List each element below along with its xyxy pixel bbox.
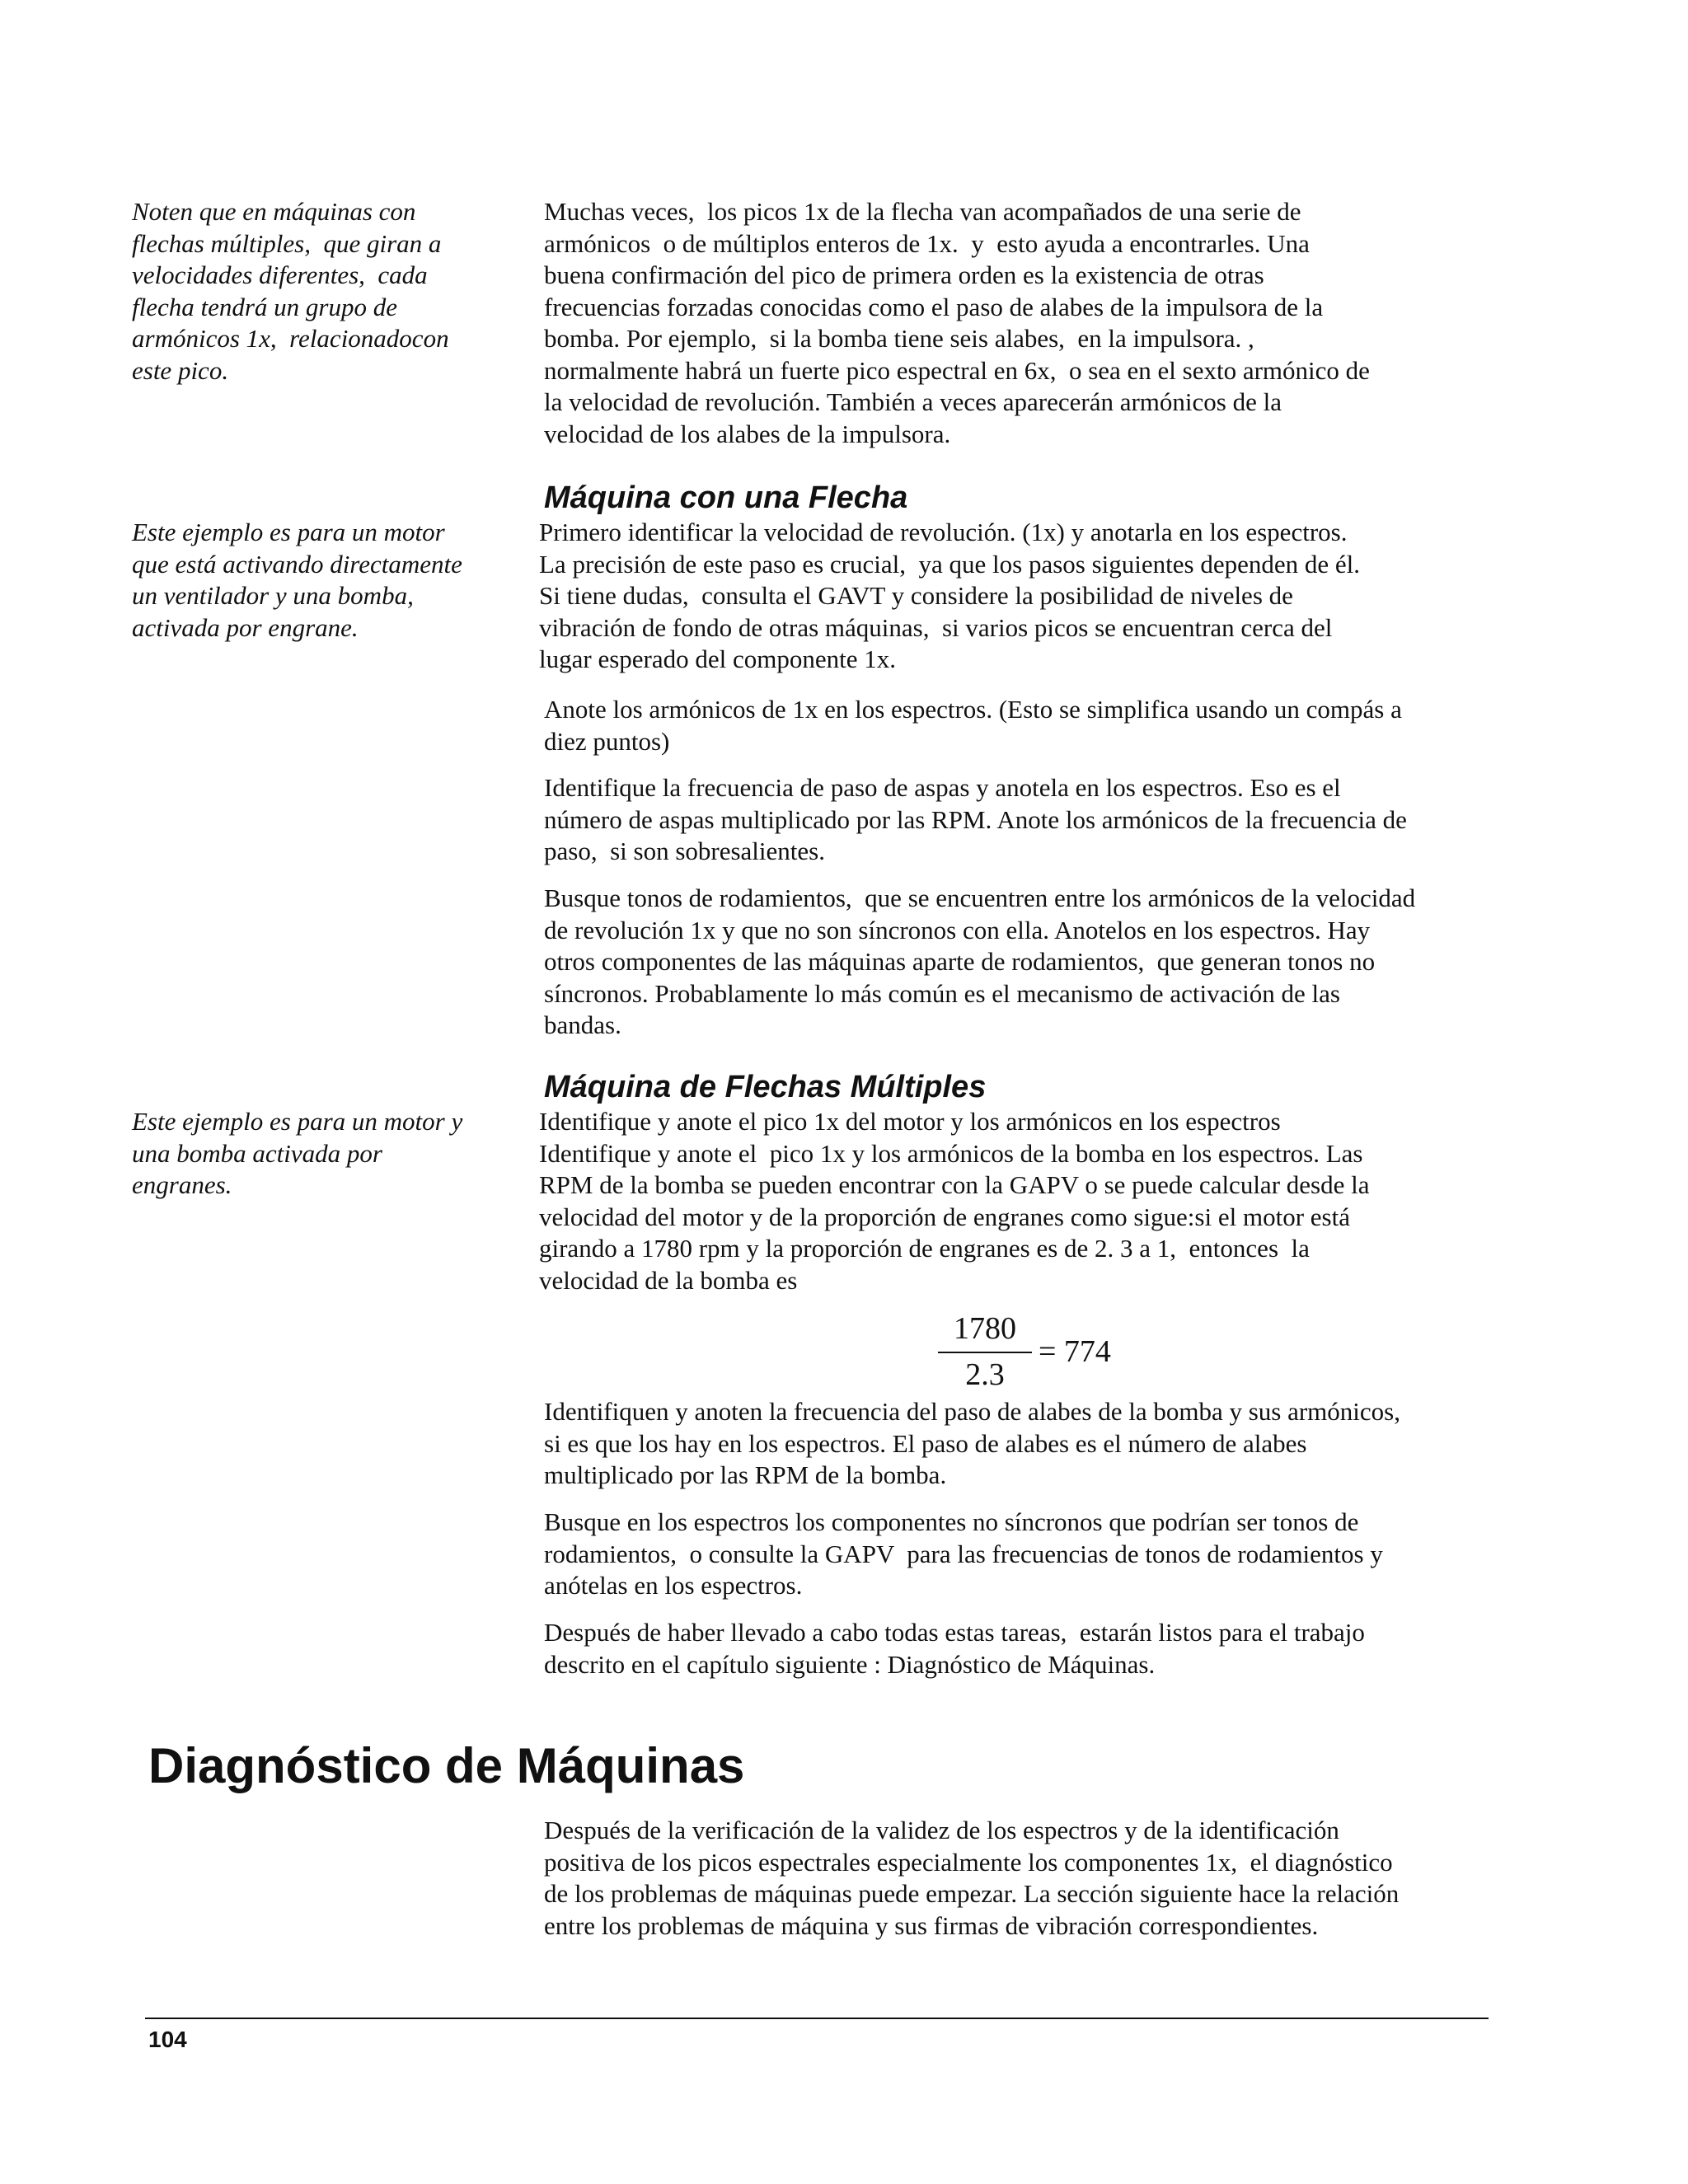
text-line: Identifiquen y anoten la frecuencia del paso de alabes de la bomba y sus armónicos, [544, 1397, 1400, 1426]
text-line: girando a 1780 rpm y la proporción de engranes es de 2. 3 a 1, entonces la [539, 1234, 1310, 1263]
text-line: bomba. Por ejemplo, si la bomba tiene seis alabes, en la impulsora. , [544, 324, 1254, 353]
text-line: Primero identificar la velocidad de revolución. (1x) y anotarla en los espectros. [539, 518, 1348, 546]
text-line: Después de la verificación de la validez de los espectros y de la identificación [544, 1816, 1339, 1844]
note-line: activada por engrane. [132, 612, 359, 642]
text-line: Identifique y anote el pico 1x del motor y los armónicos en los espectros [539, 1107, 1281, 1136]
text-line: de los problemas de máquinas puede empezar. La sección siguiente hace la relación [544, 1879, 1400, 1908]
multi-shaft-paragraph-4 [544, 1617, 1500, 1680]
multi-shaft-paragraph-1 [539, 1106, 1495, 1296]
formula-numerator: 1780 [954, 1311, 1016, 1346]
text-line: rodamientos, o consulte la GAPV para las frecuencias de tonos de rodamientos y [544, 1539, 1383, 1568]
margin-note-fan-pump-example [132, 517, 511, 644]
text-line: normalmente habrá un fuerte pico espectral en 6x, o sea en el sexto armónico de [544, 355, 1370, 385]
section-heading-multiple-shafts: Máquina de Flechas Múltiples [544, 1070, 987, 1104]
text-line: la velocidad de revolución. También a veces aparecerán armónicos de la [544, 387, 1282, 416]
text-line: frecuencias forzadas conocidas como el paso de alabes de la impulsora de la [544, 292, 1324, 321]
text-line: si es que los hay en los espectros. El paso de alabes es el número de alabes [544, 1428, 1307, 1458]
footer-rule [145, 2018, 1489, 2019]
text-line: RPM de la bomba se pueden encontrar con la GAPV o se puede calcular desde la [539, 1170, 1370, 1199]
text-line: positiva de los picos espectrales especialmente los componentes 1x, el diagnóstico [544, 1847, 1393, 1877]
text-line: bandas. [544, 1010, 621, 1039]
note-line: una bomba activada por [132, 1138, 382, 1168]
text-line: Después de haber llevado a cabo todas estas tareas, estarán listos para el trabajo [544, 1618, 1365, 1647]
note-line: este pico. [132, 355, 229, 385]
text-line: paso, si son sobresalientes. [544, 837, 825, 865]
fraction-bar [938, 1352, 1032, 1353]
text-line: número de aspas multiplicado por las RPM. Anote los armónicos de la frecuencia de [544, 804, 1407, 834]
text-line: otros componentes de las máquinas aparte de rodamientos, que generan tonos no [544, 947, 1376, 976]
text-line: Si tiene dudas, consulta el GAVT y considere la posibilidad de niveles de [539, 581, 1293, 610]
note-line: Este ejemplo es para un motor [132, 518, 445, 546]
text-line: buena confirmación del pico de primera orden es la existencia de otras [544, 260, 1264, 289]
formula-denominator: 2.3 [965, 1357, 1005, 1392]
note-line: engranes. [132, 1170, 232, 1199]
note-line: flechas múltiples, que giran a [132, 228, 442, 258]
note-line: velocidades diferentes, cada [132, 260, 428, 289]
note-line: armónicos 1x, relacionadocon [132, 324, 449, 353]
multi-shaft-paragraph-3 [544, 1507, 1500, 1602]
text-line: descrito en el capítulo siguiente : Diagnóstico de Máquinas. [544, 1649, 1156, 1679]
single-shaft-paragraph-2 [544, 694, 1500, 757]
page-number: 104 [148, 2027, 187, 2052]
section-heading-single-shaft: Máquina con una Flecha [544, 480, 908, 515]
text-line: entre los problemas de máquina y sus firmas de vibración correspondientes. [544, 1910, 1319, 1940]
single-shaft-paragraph-4 [544, 883, 1500, 1042]
text-line: Identifique y anote el pico 1x y los armónicos de la bomba en los espectros. Las [539, 1138, 1363, 1168]
note-line: un ventilador y una bomba, [132, 581, 414, 610]
text-line: anótelas en los espectros. [544, 1571, 803, 1600]
text-line: multiplicado por las RPM de la bomba. [544, 1460, 947, 1489]
text-line: velocidad de la bomba es [539, 1265, 798, 1295]
text-line: Busque tonos de rodamientos, que se encuentren entre los armónicos de la velocidad [544, 883, 1416, 912]
formula-result: = 774 [1039, 1334, 1111, 1369]
margin-note-motor-pump-example [132, 1106, 511, 1202]
pump-speed-formula [931, 1310, 1129, 1409]
multi-shaft-paragraph-2 [544, 1396, 1500, 1492]
single-shaft-paragraph-3 [544, 772, 1500, 868]
text-line: Identifique la frecuencia de paso de aspas y anotela en los espectros. Eso es el [544, 773, 1341, 802]
note-line: que está activando directamente [132, 549, 462, 579]
chapter-title: Diagnóstico de Máquinas [148, 1738, 745, 1793]
text-line: lugar esperado del componente 1x. [539, 644, 896, 673]
single-shaft-paragraph-1 [539, 517, 1495, 676]
text-line: diez puntos) [544, 726, 670, 756]
chapter-intro-paragraph [544, 1815, 1500, 1942]
text-line: armónicos o de múltiplos enteros de 1x. y esto ayuda a encontrarles. Una [544, 228, 1310, 258]
text-line: Busque en los espectros los componentes no síncronos que podrían ser tonos de [544, 1507, 1359, 1536]
note-line: flecha tendrá un grupo de [132, 292, 398, 321]
text-line: velocidad de los alabes de la impulsora. [544, 419, 951, 448]
note-line: Noten que en máquinas con [132, 197, 416, 226]
intro-paragraph [544, 196, 1500, 450]
note-line: Este ejemplo es para un motor y [132, 1107, 463, 1136]
text-line: velocidad del motor y de la proporción de engranes como sigue:si el motor está [539, 1202, 1350, 1231]
text-line: de revolución 1x y que no son síncronos con ella. Anotelos en los espectros. Hay [544, 915, 1371, 944]
margin-note-multiple-shafts [132, 196, 511, 387]
text-line: síncronos. Probablamente lo más común es el mecanismo de activación de las [544, 978, 1340, 1008]
text-line: vibración de fondo de otras máquinas, si varios picos se encuentran cerca del [539, 612, 1333, 642]
text-line: Muchas veces, los picos 1x de la flecha van acompañados de una serie de [544, 197, 1301, 226]
text-line: La precisión de este paso es crucial, ya que los pasos siguientes dependen de él. [539, 549, 1360, 579]
text-line: Anote los armónicos de 1x en los espectros. (Esto se simplifica usando un compás a [544, 695, 1402, 724]
